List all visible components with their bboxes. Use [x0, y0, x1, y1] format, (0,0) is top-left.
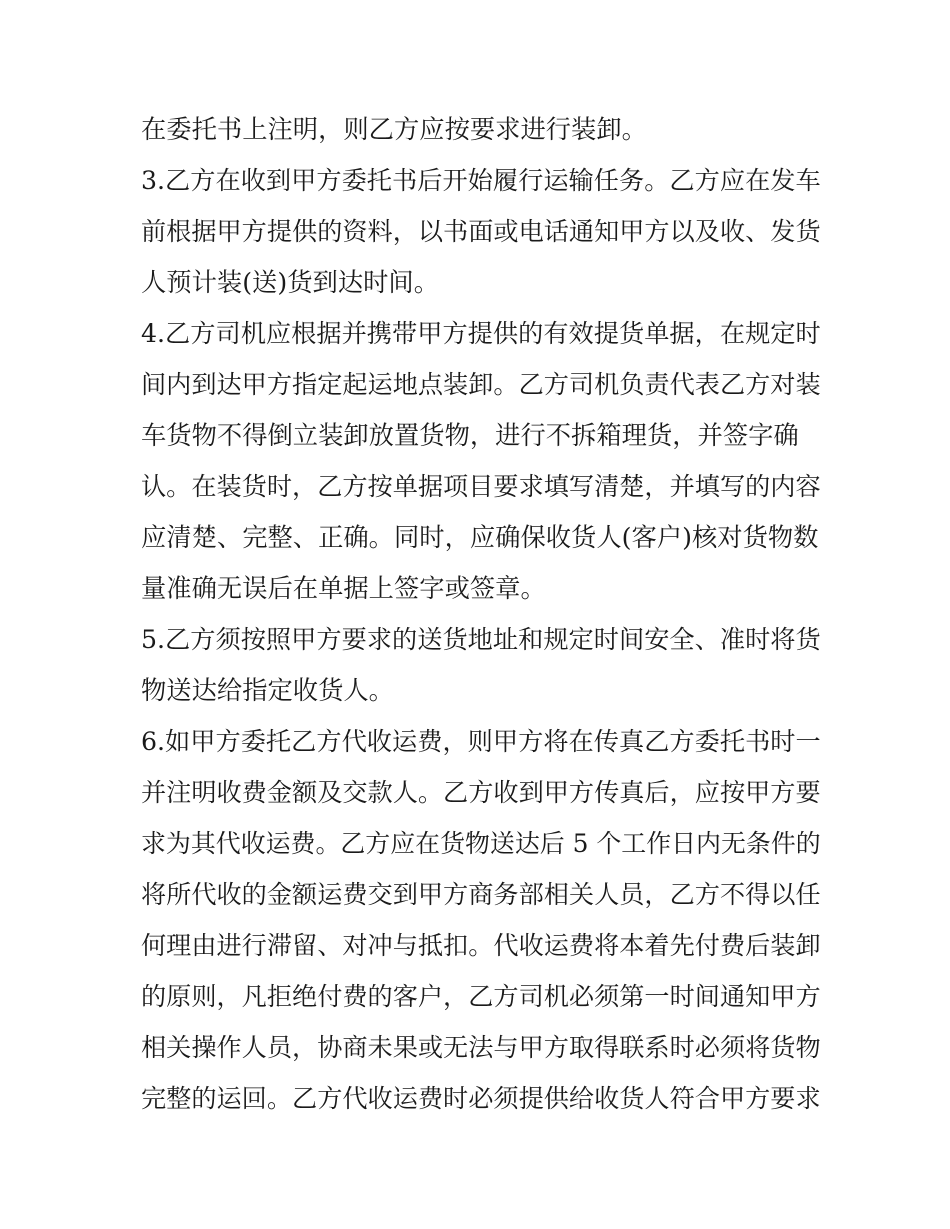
text-line: 4.乙方司机应根据并携带甲方提供的有效提货单据，在规定时 — [141, 319, 821, 348]
text-line: 认。在装货时，乙方按单据项目要求填写清楚，并填写的内容 — [141, 472, 821, 501]
text-line: 求为其代收运费。乙方应在货物送达后 5 个工作日内无条件的 — [141, 829, 821, 858]
text-line: 的原则，凡拒绝付费的客户，乙方司机必须第一时间通知甲方 — [141, 982, 821, 1011]
text-line: 车货物不得倒立装卸放置货物，进行不拆箱理货，并签字确 — [141, 421, 799, 450]
text-line: 完整的运回。乙方代收运费时必须提供给收货人符合甲方要求 — [141, 1084, 821, 1113]
text-line: 相关操作人员，协商未果或无法与甲方取得联系时必须将货物 — [141, 1033, 821, 1062]
text-line: 间内到达甲方指定起运地点装卸。乙方司机负责代表乙方对装 — [141, 370, 821, 399]
text-line: 6.如甲方委托乙方代收运费，则甲方将在传真乙方委托书时一 — [141, 727, 821, 756]
contract-body-text — [141, 108, 821, 1128]
text-line: 量准确无误后在单据上签字或签章。 — [141, 574, 546, 603]
text-line: 前根据甲方提供的资料，以书面或电话通知甲方以及收、发货 — [141, 217, 821, 246]
text-line: 将所代收的金额运费交到甲方商务部相关人员，乙方不得以任 — [141, 880, 821, 909]
text-line: 应清楚、完整、正确。同时，应确保收货人(客户)核对货物数 — [141, 523, 819, 552]
text-line: 物送达给指定收货人。 — [141, 676, 394, 705]
text-line: 何理由进行滞留、对冲与抵扣。代收运费将本着先付费后装卸 — [141, 931, 821, 960]
text-line: 5.乙方须按照甲方要求的送货地址和规定时间安全、准时将货 — [141, 625, 821, 654]
text-line: 人预计装(送)货到达时间。 — [141, 268, 440, 297]
text-line: 在委托书上注明，则乙方应按要求进行装卸。 — [141, 115, 647, 144]
text-line: 3.乙方在收到甲方委托书后开始履行运输任务。乙方应在发车 — [141, 166, 821, 195]
text-line: 并注明收费金额及交款人。乙方收到甲方传真后，应按甲方要 — [141, 778, 821, 807]
